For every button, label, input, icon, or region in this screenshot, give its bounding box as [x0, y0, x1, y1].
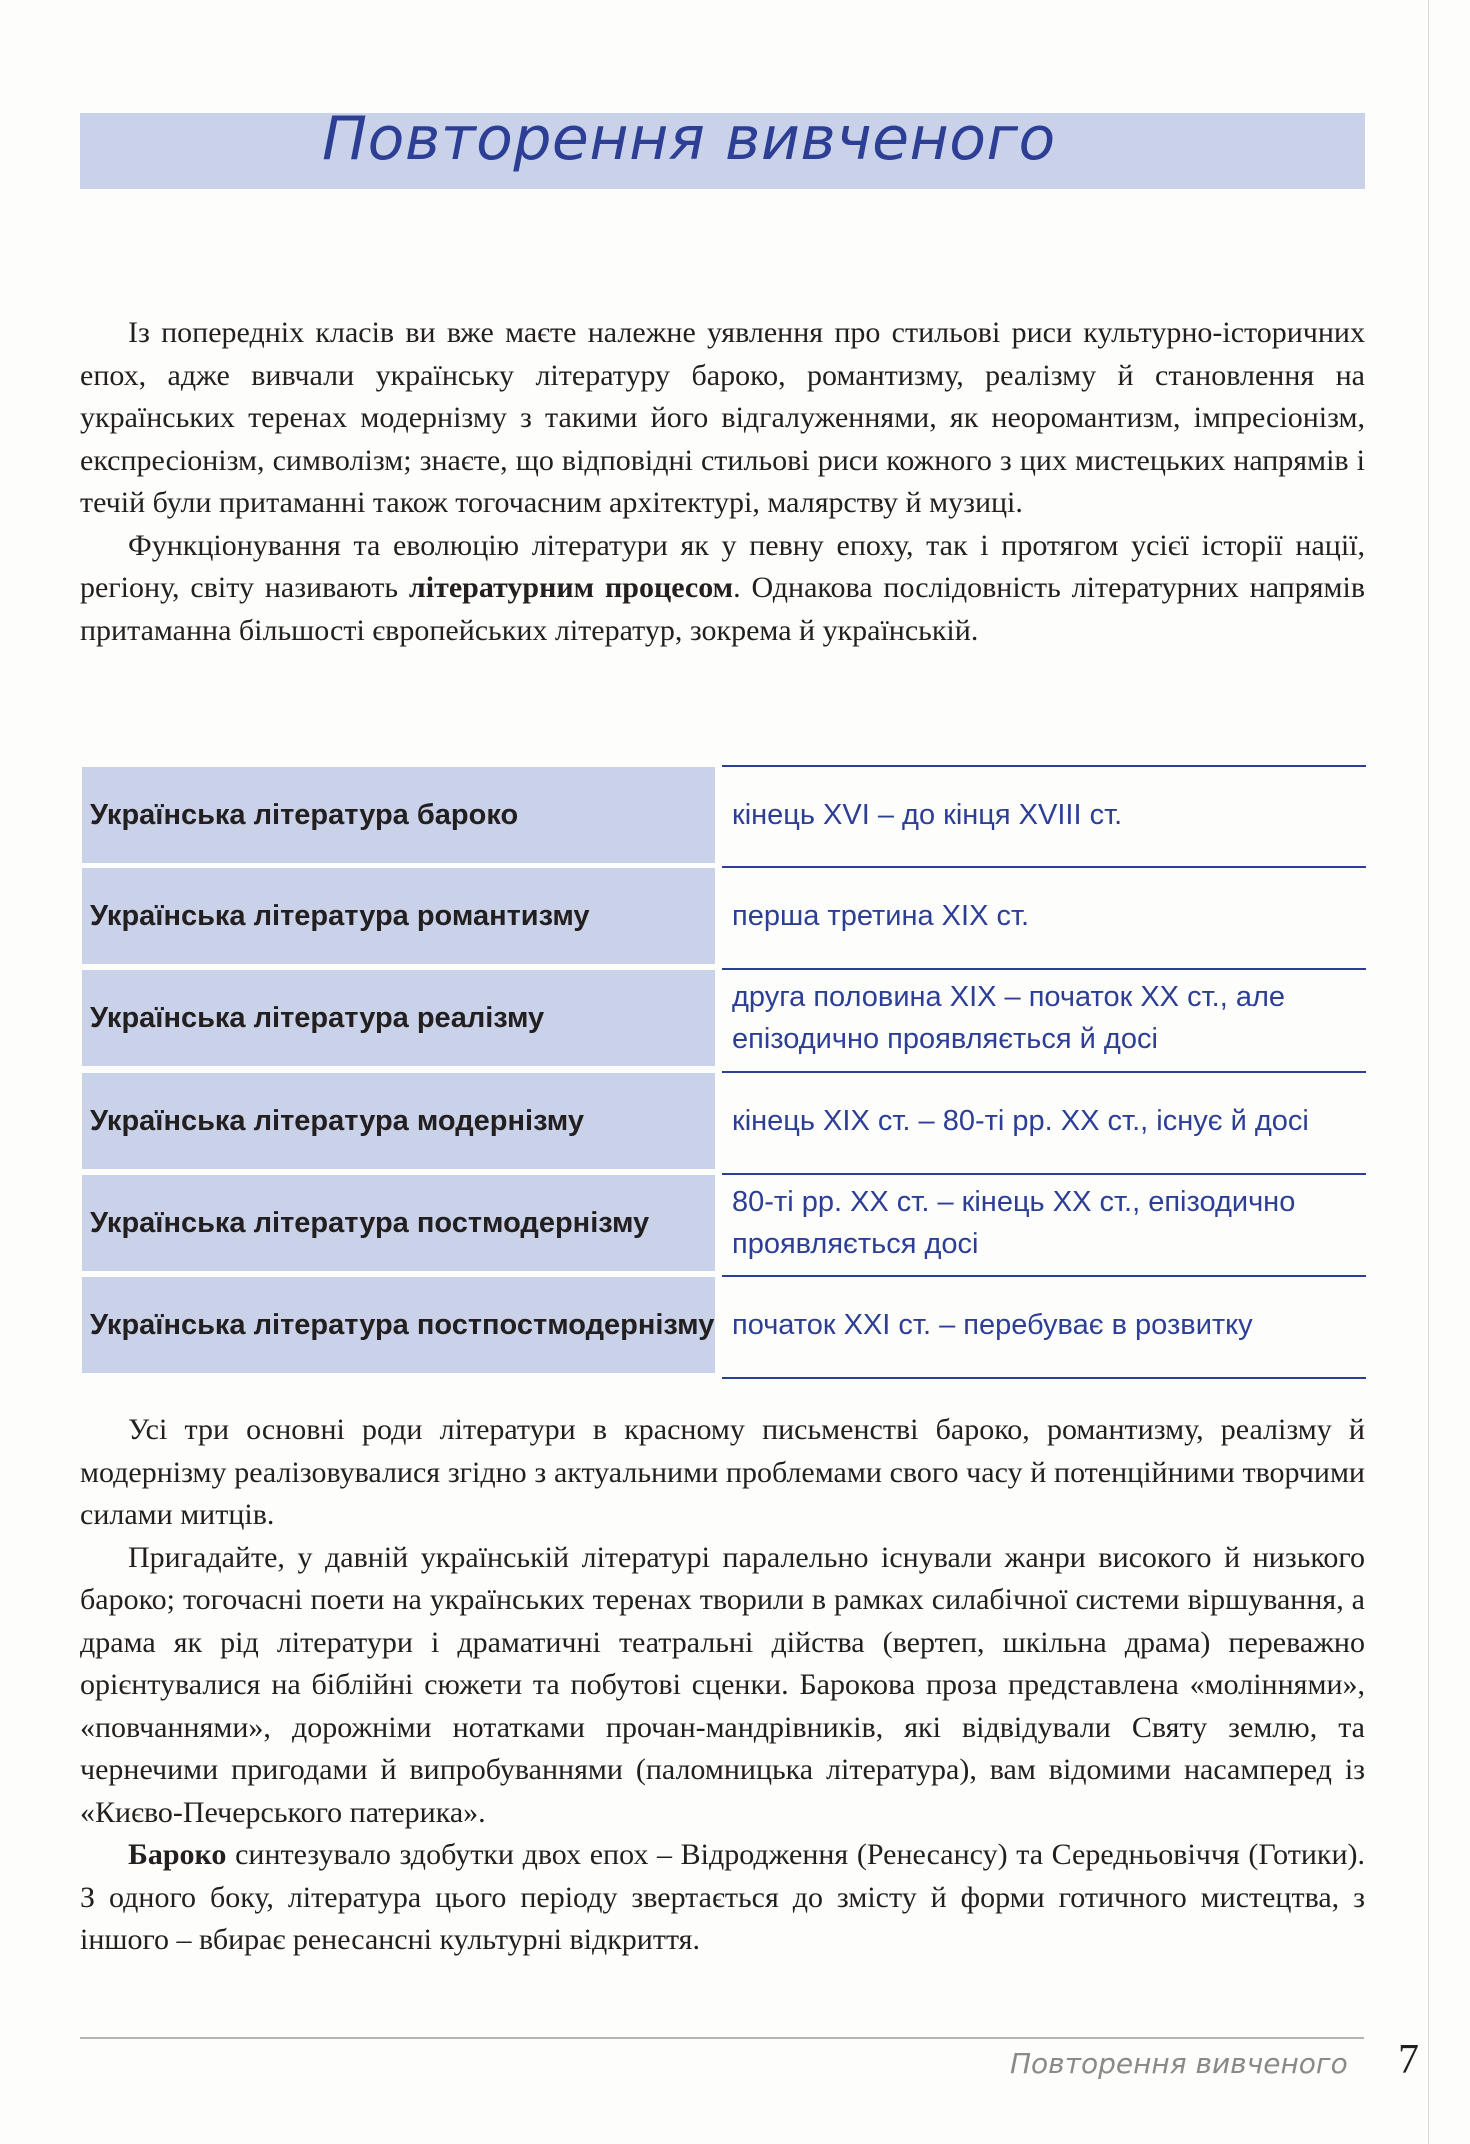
- table-bottom-rule: [722, 1377, 1366, 1379]
- movement-cell: Українська література постпостмодернізму: [82, 1277, 715, 1373]
- page-title: Повторення вивченого: [322, 104, 1056, 174]
- text-run: Усі три основні роди літератури в красному письменстві бароко, романтизму, реалізму й модернізму реалізовувалися згідно з актуальними проблемами свого часу й потенційними творчими силами митців.: [80, 1413, 1365, 1531]
- footer-rule: [80, 2037, 1364, 2039]
- period-cell: друга половина XIX – початок XX ст., але епізодично проявляється й досі: [722, 968, 1366, 1066]
- text-run: . Однакова послідовність літературних напрямів притаманна більшості європейських літератур, зокрема й українській.: [80, 571, 1365, 647]
- paragraph: [80, 1834, 1365, 1962]
- intro-paragraphs: [80, 312, 1365, 652]
- text-run: синтезувало здобутки двох епох – Відродження (Ренесансу) та Середньовіччя (Готики). З одного боку, література цього періоду звертається до змісту й форми готичного мистецтва, з іншого – вбирає ренесансні культурні відкриття.: [80, 1838, 1365, 1956]
- movement-cell: Українська література модернізму: [82, 1073, 715, 1169]
- table-row: [82, 968, 1366, 1066]
- paragraph: [80, 525, 1365, 653]
- paragraph: [80, 312, 1365, 525]
- movement-cell: Українська література романтизму: [82, 868, 715, 964]
- movement-cell: Українська література постмодернізму: [82, 1175, 715, 1271]
- body-paragraphs: [80, 1409, 1365, 1962]
- text-run: Із попередніх класів ви вже маєте належне уявлення про стильові риси культурно-історичних епох, адже вивчали українську літературу бароко, романтизму, реалізму й становлення на українських теренах модернізму з такими його відгалуженнями, як неоромантизм, імпресіонізм, експресіонізм, символізм; знаєте, що відповідні стильові риси кожного з цих мистецьких напрямів і течій були притаманні також тогочасним архітектурі, малярству й музиці.: [80, 316, 1365, 519]
- text-run: Функціонування та еволюцію літератури як у певну епоху, так і протягом усієї історії нації, регіону, світу називають: [80, 528, 1365, 604]
- paragraph: [80, 1409, 1365, 1537]
- table-row: [82, 1071, 1366, 1169]
- periods-table: [82, 765, 1366, 1377]
- table-row: [82, 1173, 1366, 1271]
- period-cell: 80-ті рр. XX ст. – кінець XX ст., епізодично проявляється досі: [722, 1173, 1366, 1271]
- period-cell: початок XXI ст. – перебуває в розвитку: [722, 1275, 1366, 1373]
- text-run: Пригадайте, у давній українській літературі паралельно існували жанри високого й низького бароко; тогочасні поети на українських теренах творили в рамках силабічної системи віршування, а драма як рід літератури і драматичні театральні дійства (вертеп, шкільна драма) переважно орієнтувалися на біблійні сюжети та побутові сценки. Барокова проза представлена «моліннями», «повчаннями», дорожніми нотатками прочан-мандрівників, які відвідували Святу землю, та чернечими пригодами й випробуваннями (паломницька література), вам відомими насамперед із «Києво-Печерського патерика».: [80, 1540, 1365, 1829]
- table-row: [82, 866, 1366, 964]
- bold-term: літературним процесом: [408, 571, 734, 604]
- period-cell: кінець XVI – до кінця XVIII ст.: [722, 765, 1366, 863]
- movement-cell: Українська література бароко: [82, 767, 715, 863]
- footer-running-title: Повторення вивченого: [1010, 2047, 1348, 2080]
- movement-cell: Українська література реалізму: [82, 970, 715, 1066]
- page-number: 7: [1398, 2037, 1419, 2083]
- paragraph: [80, 1537, 1365, 1835]
- period-cell: перша третина XIX ст.: [722, 866, 1366, 964]
- table-row: [82, 1275, 1366, 1373]
- bold-term: Бароко: [128, 1838, 227, 1871]
- table-row: [82, 765, 1366, 863]
- period-cell: кінець XIX ст. – 80-ті рр. XX ст., існує й досі: [722, 1071, 1366, 1169]
- page-edge-rule: [1428, 0, 1429, 2144]
